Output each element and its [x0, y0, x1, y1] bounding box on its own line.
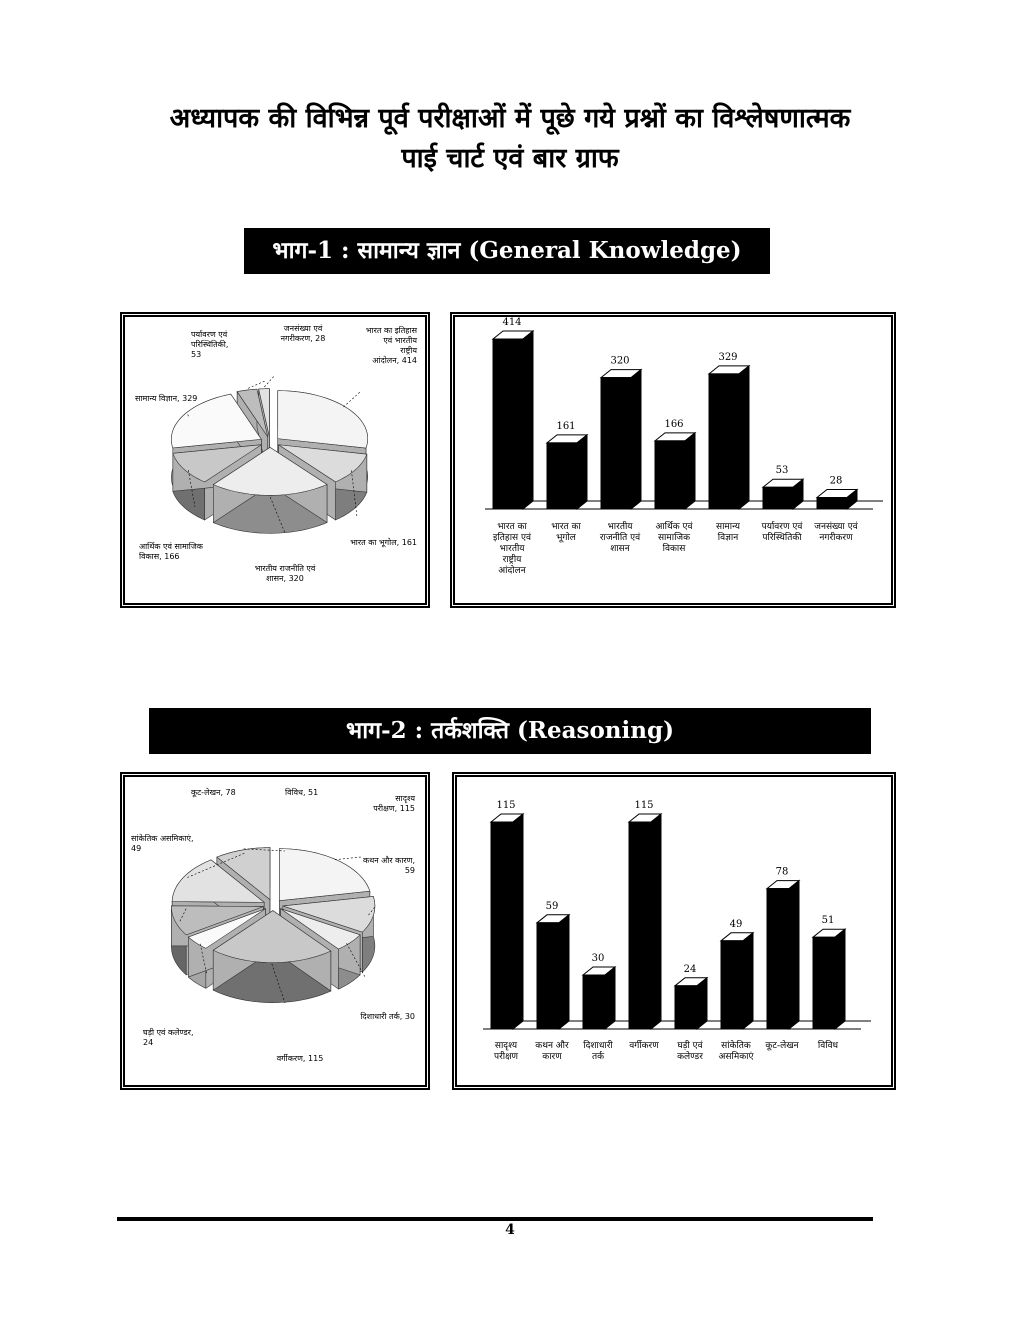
bar-front-face — [767, 889, 789, 1029]
bar-value-label: 115 — [634, 800, 654, 811]
bar — [655, 433, 695, 509]
reasoning-bar-chart-frame — [452, 772, 896, 1090]
bar-value-label: 414 — [502, 317, 522, 328]
bar-category-label: भारत का भूगोल — [551, 522, 581, 543]
bar-category-label: कथन और कारण — [535, 1041, 569, 1062]
bar — [721, 933, 753, 1029]
bar-category-label: सांकेतिक असमिकाएं — [718, 1041, 754, 1062]
bar-front-face — [601, 378, 631, 509]
bar-front-face — [537, 923, 559, 1029]
pie-slice-top — [279, 849, 369, 901]
bar-front-face — [763, 487, 793, 509]
pie-slice-label: भारत का भूगोल, 161 — [350, 538, 417, 547]
pie-slice-label: दिशाधारी तर्क, 30 — [360, 1012, 415, 1021]
bar-value-label: 166 — [664, 418, 684, 430]
bar — [817, 490, 857, 509]
pie-slice-label: विविध, 51 — [285, 788, 319, 797]
bar-side-face — [835, 929, 845, 1029]
bar-value-label: 30 — [591, 953, 605, 964]
bar-side-face — [513, 814, 523, 1029]
bar — [601, 370, 641, 509]
bar — [763, 479, 803, 509]
pie-slice-label: कथन और कारण, 59 — [362, 856, 415, 875]
bar-front-face — [721, 941, 743, 1029]
bar-value-label: 24 — [683, 963, 697, 975]
bar-value-label: 161 — [556, 420, 576, 432]
bar-value-label: 320 — [610, 355, 630, 367]
pie-slice-label: घड़ी एवं कलेण्डर, 24 — [143, 1028, 194, 1047]
bar-category-label: भारतीय राजनीति एवं शासन — [599, 522, 641, 554]
bar-front-face — [655, 441, 685, 509]
pie-slice-label: भारतीय राजनीति एवं शासन, 320 — [254, 564, 316, 583]
bar — [491, 814, 523, 1029]
reasoning-pie-chart-frame — [120, 772, 430, 1090]
bar-category-label: दिशाधारी तर्क — [583, 1041, 613, 1062]
gk-bar-chart — [455, 317, 891, 603]
bar-category-label: सामान्य विज्ञान — [715, 522, 741, 543]
pie-slice-label: कूट-लेखन, 78 — [191, 788, 236, 797]
bar-value-label: 59 — [545, 900, 559, 912]
footer-rule — [117, 1217, 873, 1221]
bar-side-face — [651, 814, 661, 1029]
bar-value-label: 329 — [718, 351, 738, 363]
bar-front-face — [491, 822, 513, 1029]
bar-side-face — [523, 331, 533, 509]
page-number: 4 — [505, 1222, 515, 1238]
bar — [709, 366, 749, 509]
bar-value-label: 115 — [496, 800, 516, 811]
gk-bar-chart-frame — [450, 312, 896, 608]
section-heading-general-knowledge: भाग-1 : सामान्य ज्ञान (General Knowledge) — [244, 228, 770, 274]
bar-side-face — [605, 967, 615, 1029]
bar-side-face — [559, 915, 569, 1029]
pie-slice-label: वर्गीकरण, 115 — [276, 1054, 324, 1063]
bar-category-label: जनसंख्या एवं नगरीकरण — [814, 522, 858, 543]
bar-value-label: 53 — [775, 465, 789, 477]
gk-pie-chart — [125, 317, 425, 603]
bar-category-label: विविध — [817, 1041, 839, 1051]
bar-category-label: घड़ी एवं कलेण्डर — [677, 1041, 703, 1062]
pie-leader-line — [335, 857, 361, 860]
bar-front-face — [583, 975, 605, 1029]
bar-front-face — [813, 937, 835, 1029]
bar-side-face — [789, 881, 799, 1029]
reasoning-bar-chart — [457, 777, 891, 1085]
bar-front-face — [547, 443, 577, 509]
bar-category-label: पर्यावरण एवं परिस्थितिकी — [761, 522, 803, 543]
bar-side-face — [685, 433, 695, 509]
bar-side-face — [577, 435, 587, 509]
pie-slice-top — [278, 391, 368, 448]
bar-front-face — [629, 822, 651, 1029]
bar-value-label: 51 — [821, 915, 835, 927]
bar-category-label: वर्गीकरण — [629, 1041, 659, 1051]
bar-category-label: आर्थिक एवं सामाजिक विकास — [655, 522, 693, 554]
bar-front-face — [493, 339, 523, 509]
bar-category-label: कूट-लेखन — [765, 1041, 799, 1051]
bar-value-label: 49 — [729, 918, 743, 930]
pie-leader-line — [343, 392, 360, 407]
bar-side-face — [739, 366, 749, 509]
bar-side-face — [631, 370, 641, 509]
pie-slice-label: सादृश्य परीक्षण, 115 — [373, 794, 415, 813]
bar — [583, 967, 615, 1029]
pie-leader-line — [264, 375, 275, 387]
pie-slice-label: आर्थिक एवं सामाजिक विकास, 166 — [139, 542, 203, 561]
pie-leader-line — [248, 381, 265, 388]
gk-pie-chart-frame — [120, 312, 430, 608]
bar — [493, 331, 533, 509]
page-title-line-1: अध्यापक की विभिन्न पूर्व परीक्षाओं में पूछे गये प्रश्नों का विश्लेषणात्मक — [169, 103, 851, 134]
bar-category-label: भारत का इतिहास एवं भारतीय राष्ट्रीय आंदोलन — [493, 522, 531, 576]
pie-slice-label: सांकेतिक असमिकाएं, 49 — [131, 834, 194, 853]
bar — [629, 814, 661, 1029]
reasoning-pie-chart — [125, 777, 425, 1085]
bar-value-label: 78 — [775, 866, 789, 878]
bar — [547, 435, 587, 509]
section-heading-reasoning: भाग-2 : तर्कशक्ति (Reasoning) — [149, 708, 871, 754]
pie-slice-label: भारत का इतिहास एवं भारतीय राष्ट्रीय आंदोलन, 414 — [365, 326, 417, 365]
bar-front-face — [709, 374, 739, 509]
bar-category-label: सादृश्य परीक्षण — [493, 1041, 519, 1062]
pie-slice-label: जनसंख्या एवं नगरीकरण, 28 — [280, 324, 326, 343]
bar — [675, 978, 707, 1029]
page-title-line-2: पाई चार्ट एवं बार ग्राफ — [401, 143, 619, 174]
bar-side-face — [697, 978, 707, 1029]
bar-value-label: 28 — [829, 475, 843, 487]
bar — [767, 881, 799, 1029]
bar-front-face — [675, 986, 697, 1029]
bar — [813, 929, 845, 1029]
bar — [537, 915, 569, 1029]
pie-slice-label: पर्यावरण एवं परिस्थितिकी, 53 — [191, 330, 229, 359]
bar-front-face — [817, 498, 847, 509]
bar-side-face — [743, 933, 753, 1029]
pie-slice-label: सामान्य विज्ञान, 329 — [135, 394, 198, 403]
